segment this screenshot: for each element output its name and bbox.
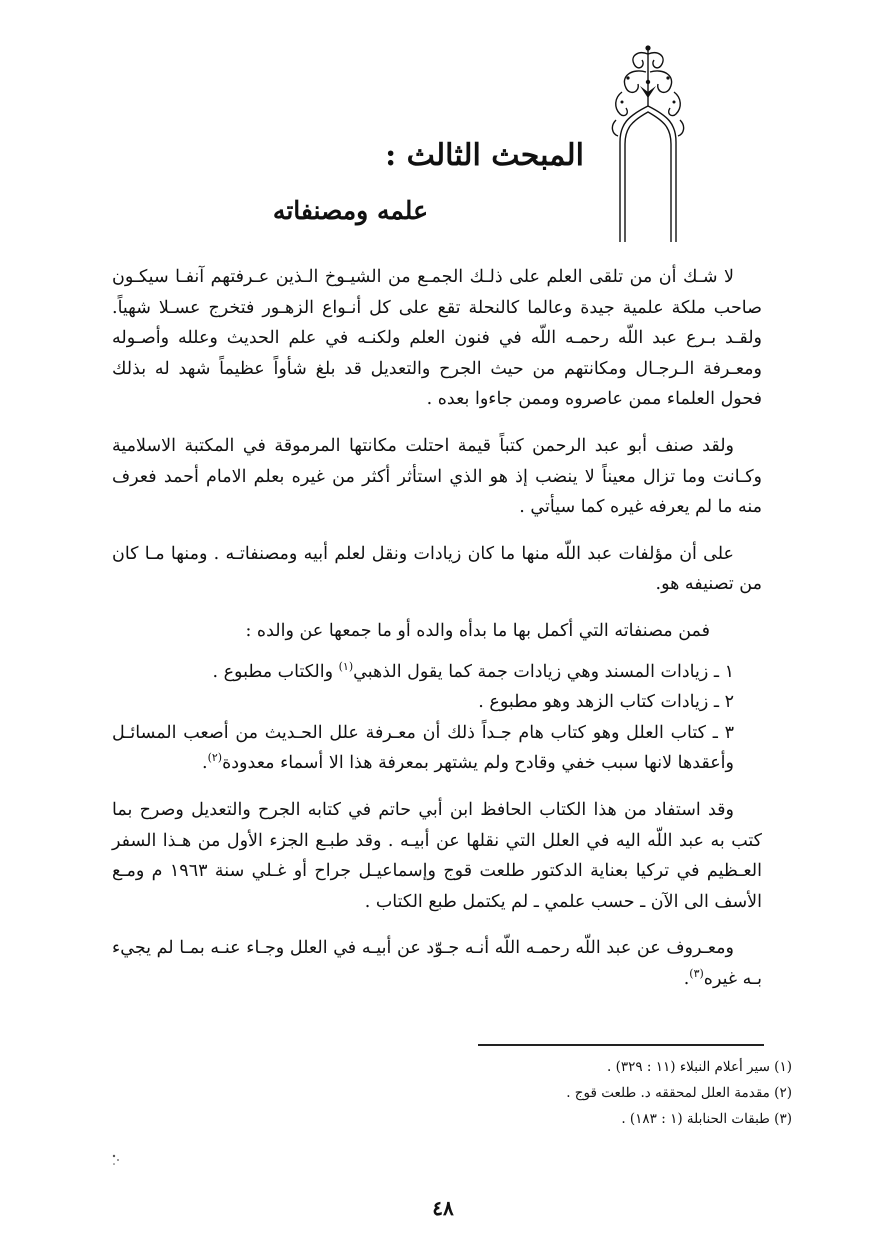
page-number: ٤٨ xyxy=(432,1196,454,1220)
footnote-ref: (١) xyxy=(338,659,354,673)
list-intro: فمن مصنفاته التي أكمل بها ما بدأه والده أو ما جمعها عن والده : xyxy=(245,620,710,641)
paragraph-tail: . xyxy=(683,968,690,989)
footnote: (٣) طبقات الحنابلة (١ : ١٨٣) . xyxy=(621,1111,792,1127)
list-item-text: ٢ ـ زيادات كتاب الزهد وهو مطبوع . xyxy=(478,692,734,713)
footnote: (٢) مقدمة العلل لمحققه د. طلعت قوج . xyxy=(566,1085,792,1101)
paragraph: لا شـك أن من تلقى العلم على ذلـك الجمـع من الشيـوخ الـذين عـرفتهم آنفـا سيكـون صاحب ملكة علمية جيدة وعالما كالنحلة تقع على كل أنـواع الزهـور فتخرج عسـلا شهياً. ولقـد بـرع عبد اللّه رحمـه اللّه في فنون العلم ولكنـه في علم الحديث وعلله وأصـوله ومعـرفة الـرجـال ومكانتهم من حيث الجرح والتعديل قد بلغ شأواً عظيماً شهد له بذلك فحول العلماء ممن عاصروه وممن جاءوا بعده . xyxy=(112,267,762,410)
section-subtitle: علمه ومصنفاته xyxy=(272,196,428,225)
paragraph: وقد استفاد من هذا الكتاب الحافظ ابن أبي حاتم في كتابه الجرح والتعديل وصرح بما كتب به عبد اللّه اليه في العلل التي نقلها عن أبيـه . وقد طبـع الجزء الأول من هـذا السفر العـظيم في تركيا بعناية الدكتور طلعت قوج وإسماعيـل جراح أو غـلي سنة ١٩٦٣ م ومـع الأسف الى الآن ـ حسب علمي ـ لم يكتمل طبع الكتاب . xyxy=(112,799,762,912)
footnote-ref: (٣) xyxy=(689,967,704,981)
list-item-text: ٣ ـ كتاب العلل وهو كتاب هام جـداً ذلك أن معـرفة علل الحـديث من أصعب المسائـل وأعقدها لانها سبب خفي وقادح ولم يشتهر بمعرفة هذا الا أسماء معدودة xyxy=(112,722,734,774)
paragraph: ولقد صنف أبو عبد الرحمن كتباً قيمة احتلت مكانتها المرموقة في المكتبة الاسلامية وكـانت وما تزال معيناً لا ينضب إذ هو الذي استأثر أكثر من غيره بعلم الامام أحمد فعرف منه ما لم يعرفه غيره كما سيأتي . xyxy=(112,435,762,518)
section-title: المبحث الثالث : xyxy=(385,138,584,173)
paragraph-text: ومعـروف عن عبد اللّه رحمـه اللّه أنـه جـوّد عن أبيـه في العلل وجـاء عنـه بمـا لم يجيء بـه غيره xyxy=(112,938,762,989)
list-item-tail: . xyxy=(202,753,208,774)
list-item-text: ١ ـ زيادات المسند وهي زيادات جمة كما يقول الذهبي xyxy=(353,661,734,682)
paragraph: على أن مؤلفات عبد اللّه منها ما كان زيادات ونقل لعلم أبيه ومصنفاتـه . ومنها مـا كان من تصنيفه هو. xyxy=(112,543,762,595)
footnote: (١) سير أعلام النبلاء (١١ : ٣٢٩) . xyxy=(607,1059,792,1075)
list-item-tail: والكتاب مطبوع . xyxy=(212,661,339,682)
footnote-ref: (٢) xyxy=(207,751,223,765)
